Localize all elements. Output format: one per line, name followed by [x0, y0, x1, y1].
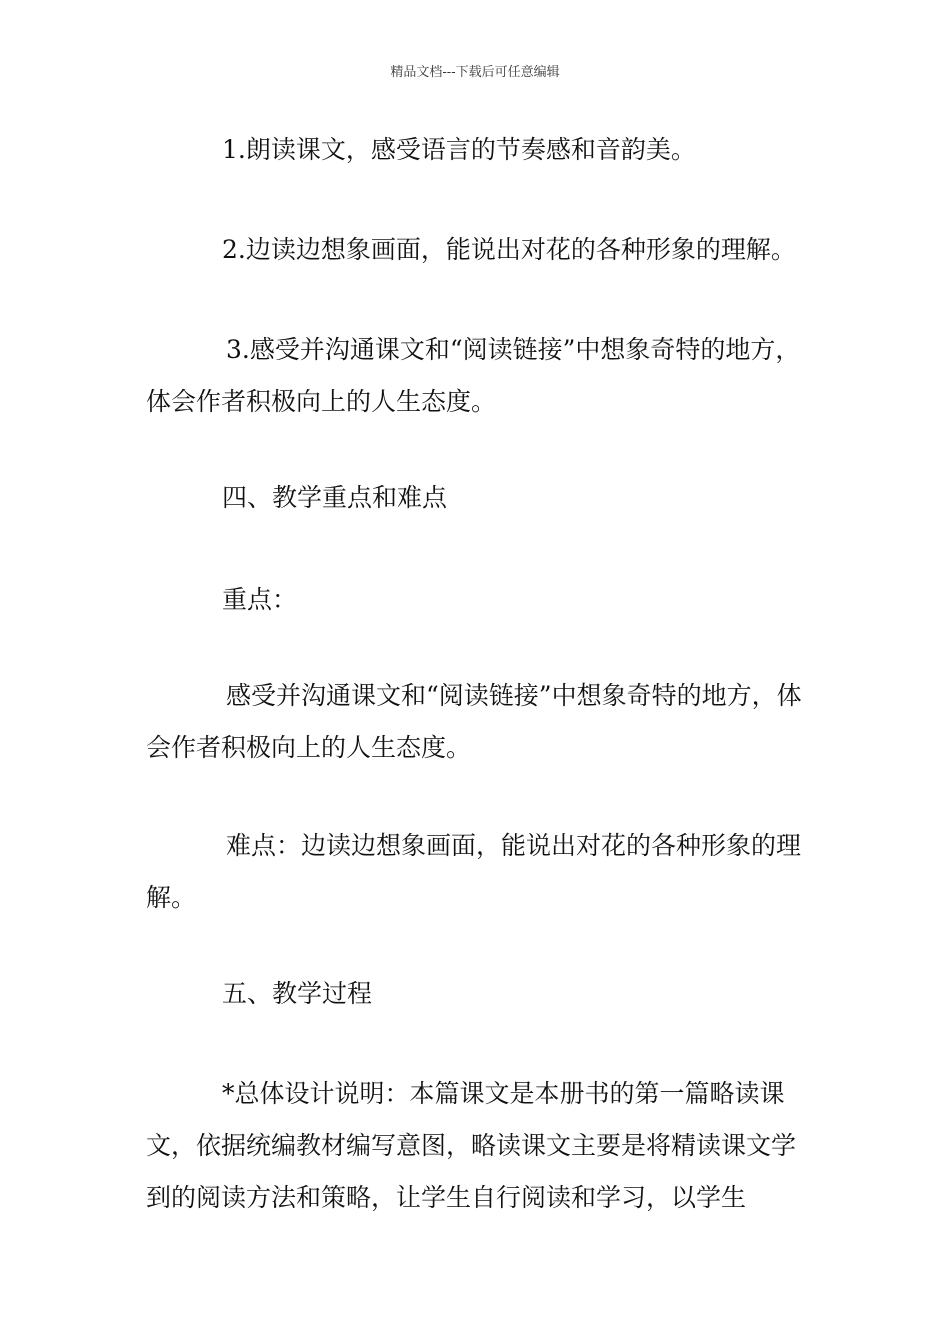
- section-heading-key-points: 四、教学重点和难点: [222, 483, 448, 512]
- objective-1: 1.朗读课文，感受语言的节奏感和音韵美。: [222, 135, 696, 164]
- key-point-text: 感受并沟通课文和“阅读链接”中想象奇特的地方，体会作者积极向上的人生态度。: [146, 681, 802, 762]
- page-header: 精品文档---下载后可任意编辑: [390, 65, 560, 80]
- key-point-label: 重点：: [222, 585, 298, 614]
- objective-3: 3.感受并沟通课文和“阅读链接”中想象奇特的地方，体会作者积极向上的人生态度。: [146, 335, 801, 416]
- section-heading-process: 五、教学过程: [222, 979, 373, 1008]
- design-note-text: *总体设计说明：本篇课文是本册书的第一篇略读课文，依据统编教材编写意图，略读课文主要是将精读课文学到的阅读方法和策略，让学生自行阅读和学习，以学生: [146, 1079, 797, 1212]
- objective-2: 2.边读边想象画面，能说出对花的各种形象的理解。: [222, 235, 796, 264]
- difficulty-text: 难点：边读边想象画面，能说出对花的各种形象的理解。: [146, 831, 802, 912]
